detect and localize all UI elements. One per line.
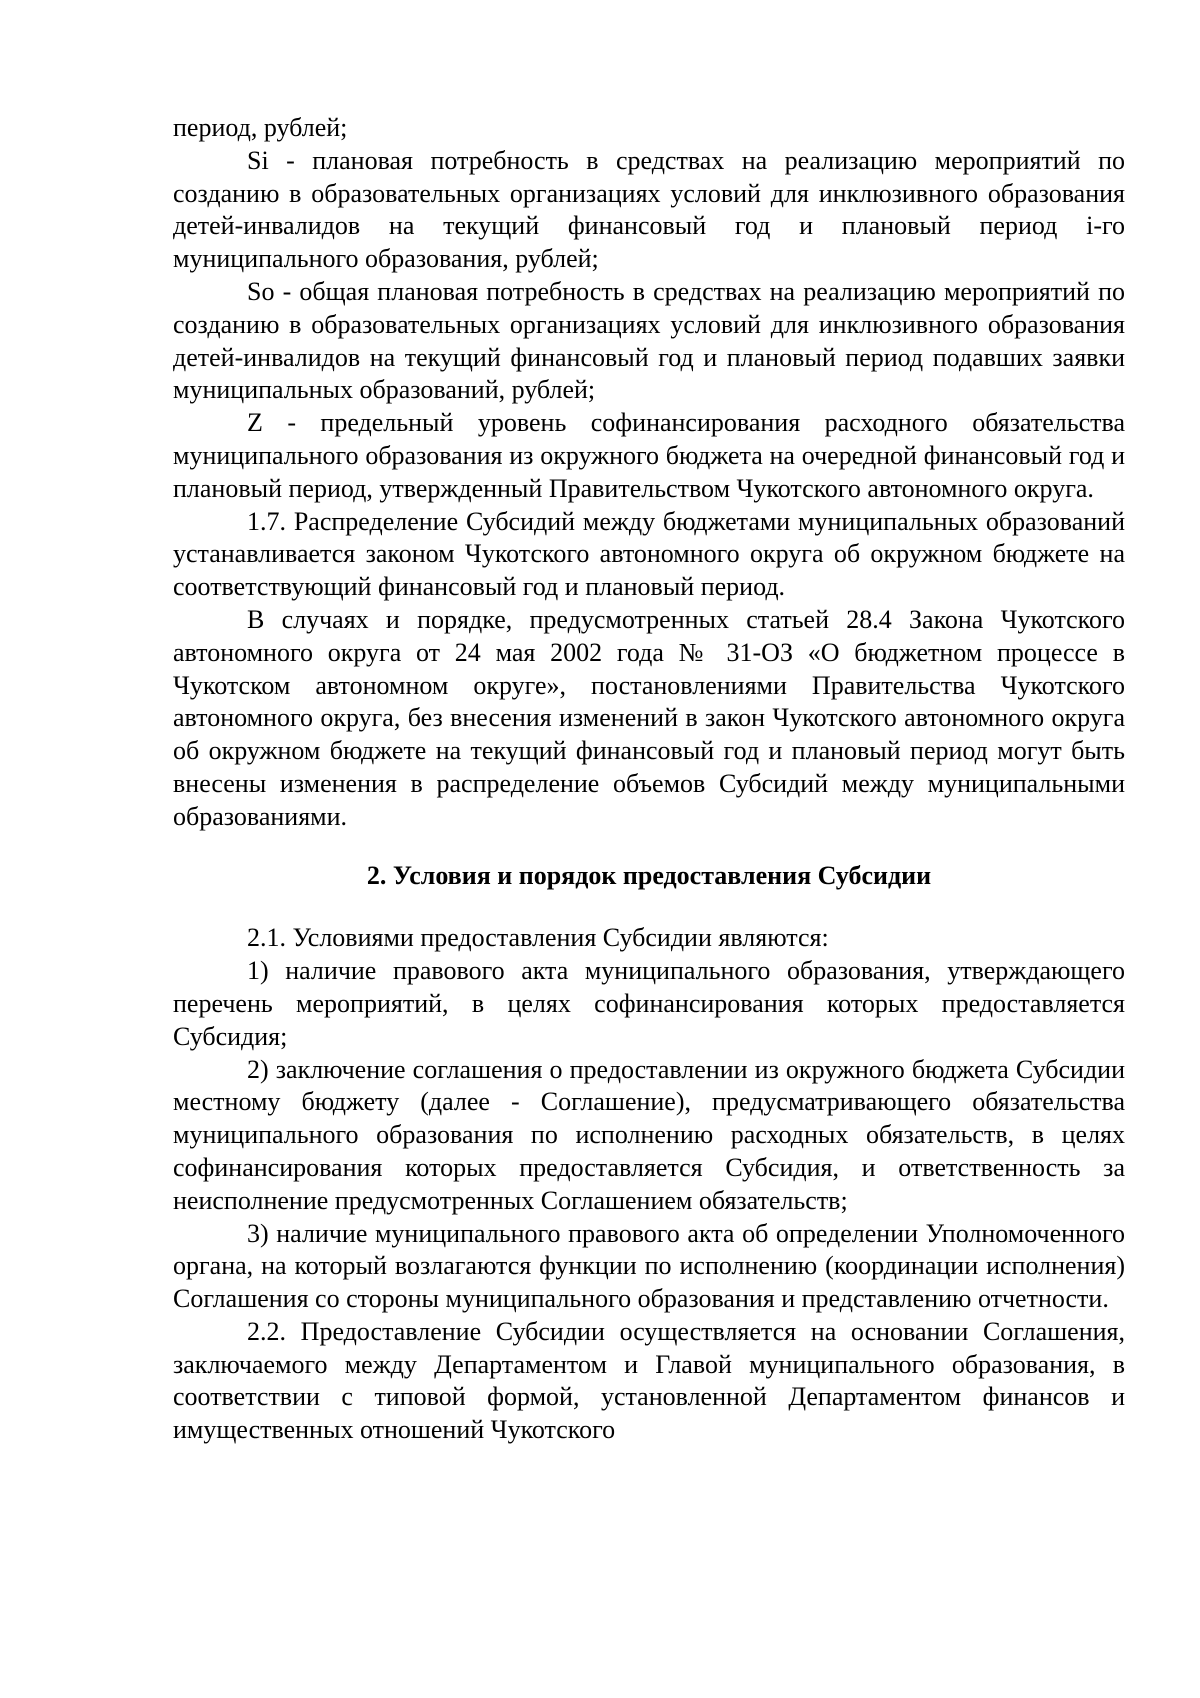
paragraph-changes-procedure: В случаях и порядке, предусмотренных статьей 28.4 Закона Чукотского автономного округа от 24 мая 2002 года № 31-ОЗ «О бюджетном процессе в Чукотском автономном округе», постановлениями Правительства Чукотского автономного округа, без внесения изменений в закон Чукотского автономного округа об окружном бюджете на текущий финансовый год и плановый период могут быть внесены изменения в распределение объемов Субсидий между муниципальными образованиями.	[173, 604, 1125, 831]
paragraph-condition-1: 1) наличие правового акта муниципального образования, утверждающего перечень мероприятий, в целях софинансирования которых предоставляется Субсидия;	[173, 956, 1125, 1051]
document-page	[173, 112, 1125, 1447]
paragraph-si-definition: Si - плановая потребность в средствах на реализацию мероприятий по созданию в образовательных организациях условий для инклюзивного образования детей-инвалидов на текущий финансовый год и плановый период i-го муниципального образования, рублей;	[173, 145, 1125, 274]
paragraph-1-7: 1.7. Распределение Субсидий между бюджетами муниципальных образований устанавливается законом Чукотского автономного округа об окружном бюджете на соответствующий финансовый год и плановый период.	[173, 506, 1125, 602]
paragraph-so-definition: So - общая плановая потребность в средствах на реализацию мероприятий по созданию в образовательных организациях условий для инклюзивного образования детей-инвалидов на текущий финансовый год и плановый период подавших заявки муниципальных образований, рублей;	[173, 276, 1125, 405]
paragraph-condition-2: 2) заключение соглашения о предоставлении из окружного бюджета Субсидии местному бюджету (далее - Соглашение), предусматривающего обязательства муниципального образования по исполнению расходных обязательств, в целях софинансирования которых предоставляется Субсидия, и ответственность за неисполнение предусмотренных Соглашением обязательств;	[173, 1054, 1125, 1215]
paragraph-z-definition: Z - предельный уровень софинансирования расходного обязательства муниципального образования из окружного бюджета на очередной финансовый год и плановый период, утвержденный Правительством Чукотского автономного округа.	[173, 408, 1125, 503]
paragraph-continuation: период, рублей;	[173, 113, 348, 142]
section-heading: 2. Условия и порядок предоставления Субсидии	[366, 860, 932, 890]
paragraph-2-1: 2.1. Условиями предоставления Субсидии являются:	[247, 923, 829, 953]
paragraph-2-2: 2.2. Предоставление Субсидии осуществляется на основании Соглашения, заключаемого между Департаментом и Главой муниципального образования, в соответствии с типовой формой, установленной Департаментом финансов и имущественных отношений Чукотского	[173, 1316, 1125, 1445]
paragraph-condition-3: 3) наличие муниципального правового акта об определении Уполномоченного органа, на который возлагаются функции по исполнению (координации исполнения) Соглашения со стороны муниципального образования и представлению отчетности.	[173, 1218, 1125, 1314]
